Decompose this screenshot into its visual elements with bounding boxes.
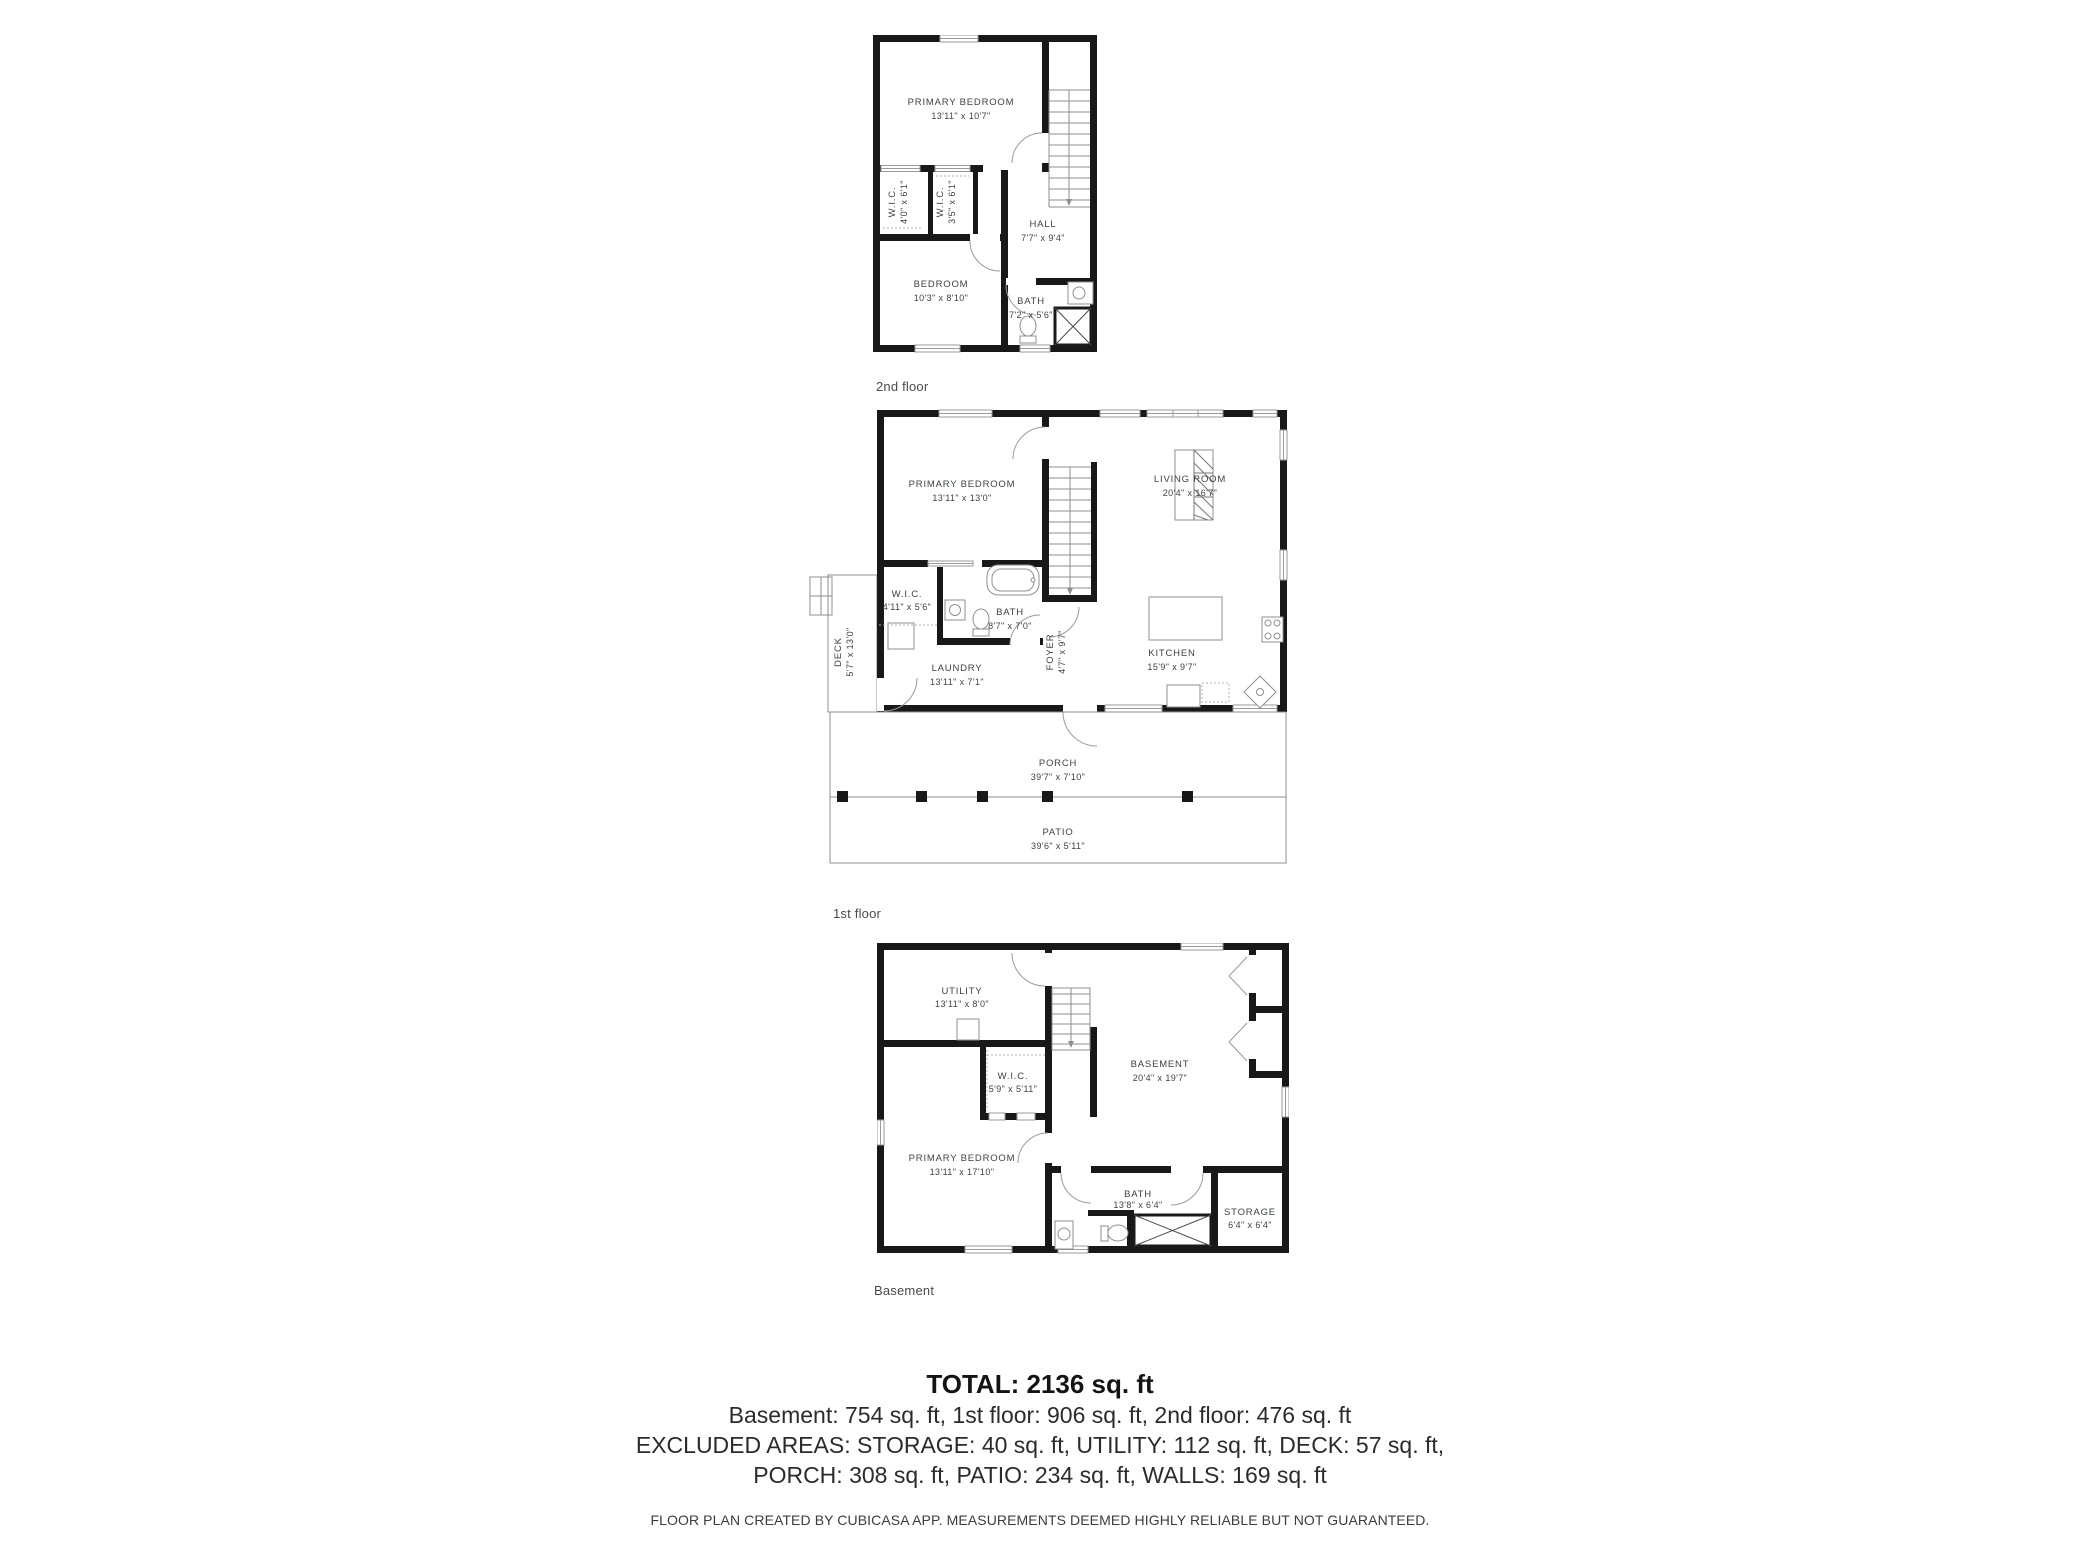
basement-section [877,943,1289,1260]
room-name: W.I.C. [891,589,923,600]
room-dims: 39'6" x 5'11" [1031,841,1085,851]
room-dims: 13'8" x 6'4" [1113,1200,1163,1210]
room-name: PRIMARY BEDROOM [907,97,1015,108]
room-label-kitchen [1147,648,1196,672]
room-name: PATIO [1042,827,1074,838]
room-name: BATH [996,607,1024,618]
room-name: STORAGE [1224,1207,1276,1218]
basement-label: Basement [874,1283,935,1298]
bathtub-icon [987,565,1039,595]
room-name: KITCHEN [1148,648,1196,659]
utility-appliance [957,1019,979,1040]
porch-outline [830,712,1286,797]
shower-icon [1055,308,1091,345]
first-floor-plan [805,405,1295,870]
fireplace-icon [1175,450,1213,520]
room-name: BATH [1124,1189,1152,1200]
toilet-icon [1020,316,1036,343]
first-floor-room-labels [833,474,1226,851]
first-floor-stairs [1049,467,1091,595]
room-dims: 39'7" x 7'10" [1030,772,1086,782]
room-label-wic [883,589,932,612]
room-dims: 13'11" x 10'7" [931,111,991,121]
cabinet-dashed [1202,683,1229,702]
basement-plan [877,943,1289,1255]
room-name: LAUNDRY [931,663,983,674]
excluded-areas-line-2: PORCH: 308 sq. ft, PATIO: 234 sq. ft, WALLS: 169 sq. ft [753,1462,1327,1488]
room-dims: 5'9" x 5'11" [988,1084,1038,1094]
room-label-laundry [930,663,984,687]
closet-door-chevron [1229,1023,1247,1061]
shower-icon [1134,1215,1211,1246]
toilet-icon [973,609,989,636]
first-floor-label: 1st floor [833,906,882,921]
room-label-primary-bedroom [908,97,1015,121]
second-floor-stairs [1049,90,1090,207]
room-name: BEDROOM [913,279,969,290]
room-dims: 10'3" x 8'10" [913,293,969,303]
sink-icon [1068,282,1093,304]
second-floor-section [873,35,1097,360]
room-label-patio [1031,827,1085,851]
disclaimer-text: FLOOR PLAN CREATED BY CUBICASA APP. MEASUREMENTS DEEMED HIGHLY RELIABLE BUT NOT GUARANTEED. [650,1512,1430,1528]
second-floor-label: 2nd floor [876,379,929,394]
room-dims: 13'11" x 17'10" [929,1167,995,1177]
room-label-wic-left [887,180,909,224]
toilet-icon [1101,1225,1128,1241]
dishwasher-icon [1167,685,1200,707]
closet-door-chevron [1229,957,1247,995]
sink-icon [1055,1221,1073,1249]
room-dims: 8'7" x 7'0" [988,621,1032,631]
room-dims: 5'7" x 13'0" [845,627,855,677]
basement-stairs [1052,988,1090,1050]
room-dims: 13'11" x 7'1" [930,677,984,687]
room-name: W.I.C. [887,186,898,218]
room-name: W.I.C. [935,186,946,218]
floor-areas-line: Basement: 754 sq. ft, 1st floor: 906 sq. ft, 2nd floor: 476 sq. ft [728,1402,1352,1428]
sink-icon [945,600,965,620]
room-label-bath [1009,296,1053,320]
basement-fixtures [957,1019,1211,1249]
stove-icon [1262,617,1283,642]
room-dims: 15'9" x 9'7" [1147,662,1197,672]
room-name: PRIMARY BEDROOM [908,479,1016,490]
room-dims: 7'2" x 5'6" [1009,310,1053,320]
kitchen-island [1149,597,1222,640]
room-label-bedroom [914,279,969,303]
room-label-storage [1224,1207,1276,1230]
room-label-primary-bedroom [909,1153,1016,1177]
corner-sink-icon [1244,676,1276,708]
room-label-deck [833,627,855,676]
room-dims: 4'7" x 9'7" [1057,630,1067,674]
room-dims: 20'4" x 19'7" [1132,1073,1188,1083]
room-name: HALL [1029,219,1057,230]
room-dims: 13'11" x 8'0" [935,999,989,1009]
room-dims: 7'7" x 9'4" [1021,233,1065,243]
room-dims: 3'5" x 6'1" [947,180,957,224]
room-name: PORCH [1038,758,1078,769]
room-name: DECK [833,637,844,667]
room-name: BASEMENT [1130,1059,1190,1070]
room-dims: 4'11" x 5'6" [882,602,932,612]
room-label-wic-right [935,180,957,224]
room-name: W.I.C. [997,1071,1029,1082]
room-label-hall [1021,219,1065,243]
room-dims: 20'4" x 16'7" [1162,488,1218,498]
room-name: BATH [1017,296,1045,307]
room-label-bath [1113,1189,1162,1210]
room-name: FOYER [1045,633,1056,671]
room-label-porch [1031,758,1086,782]
room-name: LIVING ROOM [1153,474,1227,485]
room-name: PRIMARY BEDROOM [908,1153,1016,1164]
room-dims: 6'4" x 6'4" [1228,1220,1272,1230]
area-summary [0,1368,2080,1490]
room-dims: 4'0" x 6'1" [899,180,909,224]
first-floor-section [805,405,1295,875]
washer-icon [888,623,914,649]
second-floor-fixtures [883,176,1093,345]
room-label-basement [1131,1059,1190,1083]
room-label-utility [935,986,989,1009]
room-label-primary-bedroom [909,479,1016,503]
room-name: UTILITY [941,986,983,997]
room-dims: 13'11" x 13'0" [932,493,992,503]
second-floor-plan [873,35,1097,355]
room-label-wic [989,1071,1038,1094]
excluded-areas-line-1: EXCLUDED AREAS: STORAGE: 40 sq. ft, UTILITY: 112 sq. ft, DECK: 57 sq. ft, [635,1432,1445,1458]
total-area: TOTAL: 2136 sq. ft [926,1369,1154,1399]
